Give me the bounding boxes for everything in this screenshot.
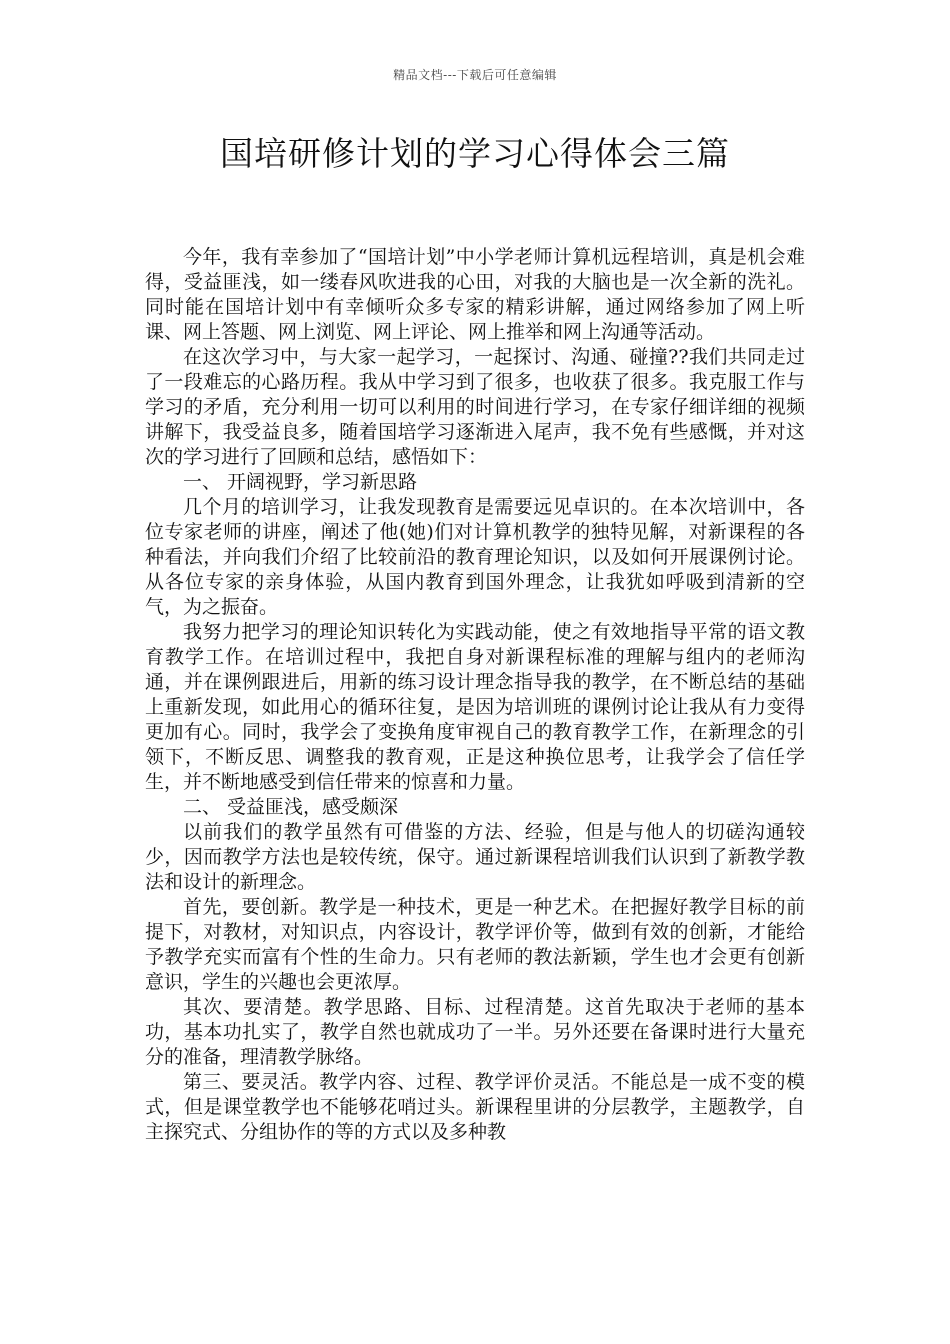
paragraph: 几个月的培训学习，让我发现教育是需要远见卓识的。在本次培训中，各位专家老师的讲座，阐述了他(她)们对计算机教学的独特见解，对新课程的各种看法，并向我们介绍了比较前沿的教育理论知识，以及如何开展课例讨论。从各位专家的亲身体验，从国内教育到国外理念，让我犹如呼吸到清新的空气，为之振奋。 <box>145 496 805 618</box>
document-body <box>145 245 805 1145</box>
paragraph: 在这次学习中，与大家一起学习，一起探讨、沟通、碰撞??我们共同走过了一段难忘的心路历程。我从中学习到了很多，也收获了很多。我克服工作与学习的矛盾，充分利用一切可以利用的时间进行学习，在专家仔细详细的视频讲解下，我受益良多，随着国培学习逐渐进入尾声，我不免有些感慨，并对这次的学习进行了回顾和总结，感悟如下： <box>145 346 805 468</box>
header-note: 精品文档---下载后可任意编辑 <box>393 68 557 82</box>
paragraph: 首先，要创新。教学是一种技术，更是一种艺术。在把握好教学目标的前提下，对教材，对知识点，内容设计，教学评价等，做到有效的创新，才能给予教学充实而富有个性的生命力。只有老师的教法新颖，学生也才会更有创新意识，学生的兴趣也会更浓厚。 <box>145 896 805 993</box>
paragraph: 第三、要灵活。教学内容、过程、教学评价灵活。不能总是一成不变的模式，但是课堂教学也不能够花哨过头。新课程里讲的分层教学，主题教学，自主探究式、分组协作的等的方式以及多种教 <box>145 1071 805 1143</box>
paragraph: 以前我们的教学虽然有可借鉴的方法、经验，但是与他人的切磋沟通较少，因而教学方法也是较传统，保守。通过新课程培训我们认识到了新教学教法和设计的新理念。 <box>145 821 805 893</box>
section-heading: 一、 开阔视野，学习新思路 <box>183 471 418 493</box>
document-title: 国培研修计划的学习心得体会三篇 <box>220 134 730 173</box>
paragraph: 今年，我有幸参加了“国培计划”中小学老师计算机远程培训，真是机会难得，受益匪浅，如一缕春风吹进我的心田，对我的大脑也是一次全新的洗礼。同时能在国培计划中有幸倾听众多专家的精彩讲解，通过网络参加了网上听课、网上答题、网上浏览、网上评论、网上推举和网上沟通等活动。 <box>145 246 805 343</box>
paragraph: 我努力把学习的理论知识转化为实践动能，使之有效地指导平常的语文教育教学工作。在培训过程中，我把自身对新课程标准的理解与组内的老师沟通，并在课例跟进后，用新的练习设计理念指导我的教学，在不断总结的基础上重新发现，如此用心的循环往复，是因为培训班的课例讨论让我从有力变得更加有心。同时，我学会了变换角度审视自己的教育教学工作，在新理念的引领下，不断反思、调整我的教育观，正是这种换位思考，让我学会了信任学生，并不断地感受到信任带来的惊喜和力量。 <box>145 621 805 793</box>
paragraph: 其次、要清楚。教学思路、目标、过程清楚。这首先取决于老师的基本功，基本功扎实了，教学自然也就成功了一半。另外还要在备课时进行大量充分的准备，理清教学脉络。 <box>145 996 805 1068</box>
section-heading: 二、 受益匪浅，感受颇深 <box>183 796 399 818</box>
